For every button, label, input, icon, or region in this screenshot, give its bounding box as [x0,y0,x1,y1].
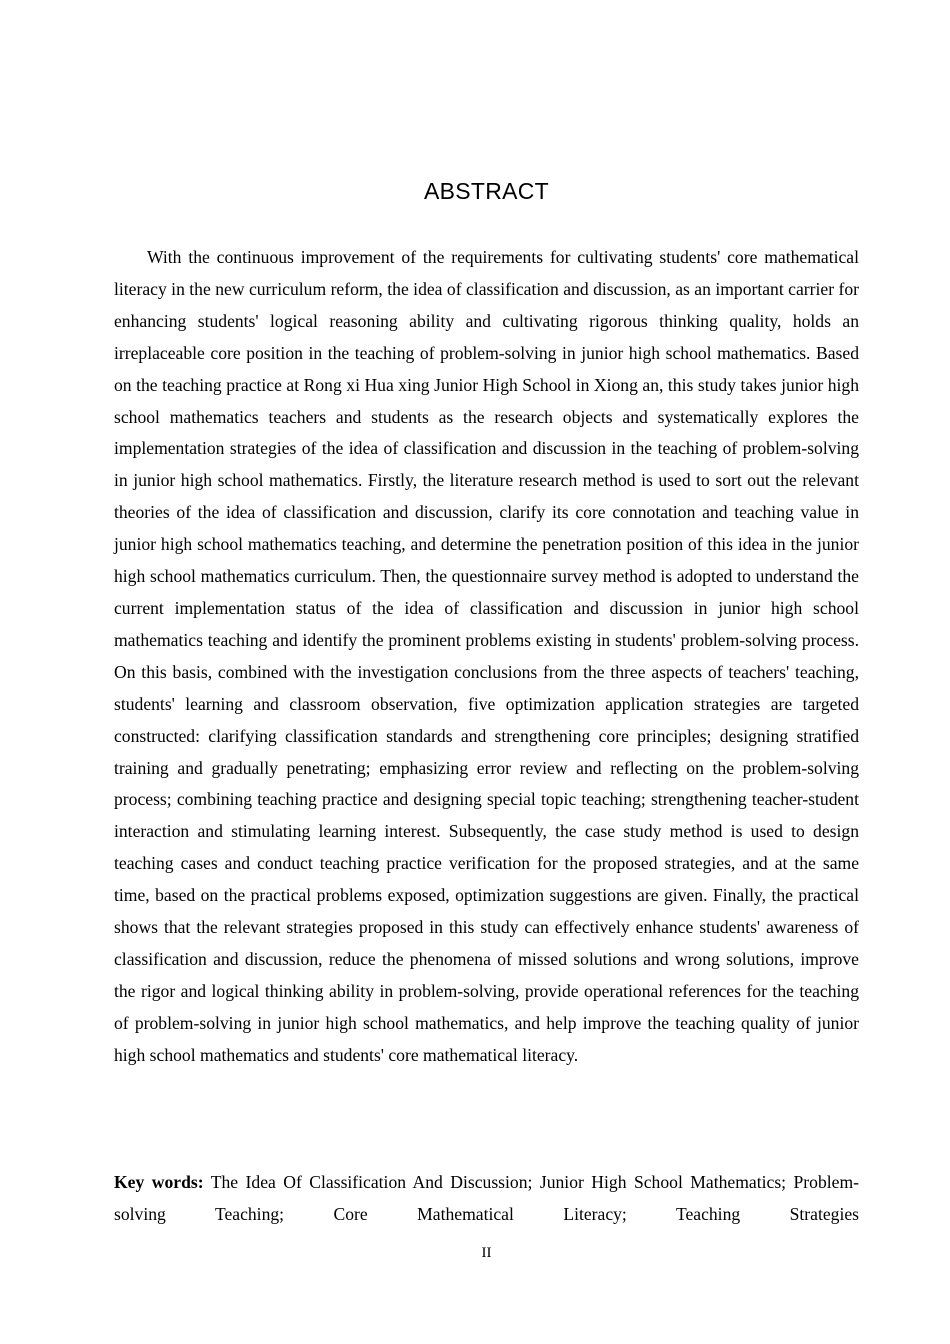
abstract-title: ABSTRACT [423,178,550,204]
page-number: II [481,1245,492,1261]
keywords-label: Key words: [114,1172,204,1192]
keywords-paragraph [114,1167,859,1231]
abstract-body: With the continuous improvement of the requirements for cultivating students' core mathematical literacy in the new curriculum reform, the idea of classification and discussion, as an important carrier for enhancing students' logical reasoning ability and cultivating rigorous thinking quality, holds an irreplaceable core position in the teaching of problem-solving in junior high school mathematics. Based on the teaching practice at Rong xi Hua xing Junior High School in Xiong an, this study takes junior high school mathematics teachers and students as the research objects and systematically explores the implementation strategies of the idea of classification and discussion in the teaching of problem-solving in junior high school mathematics. Firstly, the literature research method is used to sort out the relevant theories of the idea of classification and discussion, clarify its core connotation and teaching value in junior high school mathematics teaching, and determine the penetration position of this idea in the junior high school mathematics curriculum. Then, the questionnaire survey method is adopted to understand the current implementation status of the idea of classification and discussion in junior high school mathematics teaching and identify the prominent problems existing in students' problem-solving process. On this basis, combined with the investigation conclusions from the three aspects of teachers' teaching, students' learning and classroom observation, five optimization application strategies are targeted constructed: clarifying classification standards and strengthening core principles; designing stratified training and gradually penetrating; emphasizing error review and reflecting on the problem-solving process; combining teaching practice and designing special topic teaching; strengthening teacher-student interaction and stimulating learning interest. Subsequently, the case study method is used to design teaching cases and conduct teaching practice verification for the proposed strategies, and at the same time, based on the practical problems exposed, optimization suggestions are given. Finally, the practical shows that the relevant strategies proposed in this study can effectively enhance students' awareness of classification and discussion, reduce the phenomena of missed solutions and wrong solutions, improve the rigor and logical thinking ability in problem-solving, provide operational references for the teaching of problem-solving in junior high school mathematics, and help improve the teaching quality of junior high school mathematics and students' core mathematical literacy. [114,247,859,1065]
keywords-text: The Idea Of Classification And Discussion; Junior High School Mathematics; Problem-solving Teaching; Core Mathematical Literacy; Teaching Strategies [114,1172,859,1224]
